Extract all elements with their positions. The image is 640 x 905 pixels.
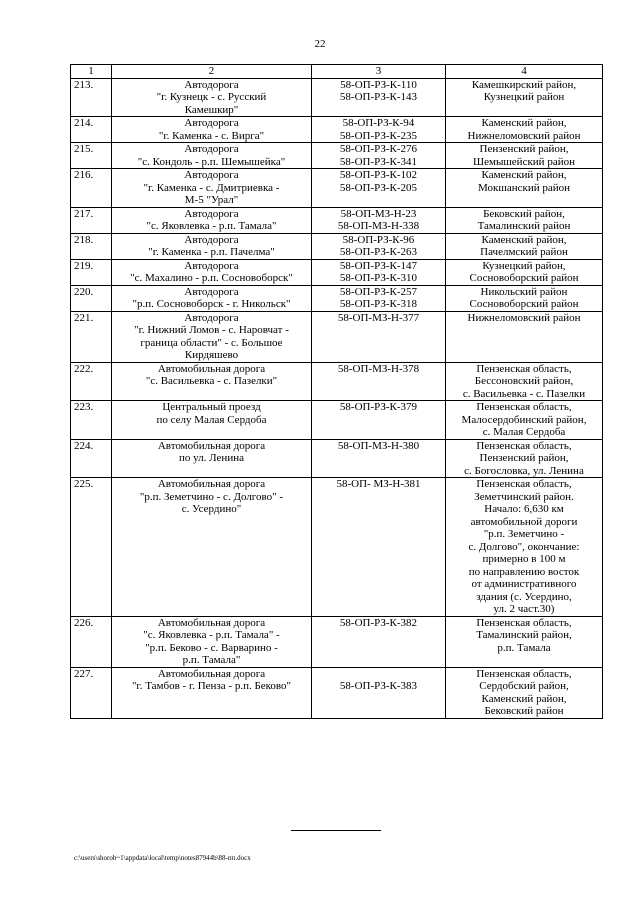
road-code-line: 58-ОП-РЗ-К-235 — [339, 129, 418, 142]
road-code-line: 58-ОП-МЗ-Н-377 — [337, 311, 420, 324]
road-name-cell — [112, 478, 312, 617]
road-name-line: Автодорога — [184, 78, 239, 91]
road-name-line: Автодорога — [184, 117, 239, 129]
row-number: 214. — [71, 117, 112, 143]
road-code-line: 58-ОП-МЗ-Н-380 — [337, 439, 420, 452]
table-row — [71, 401, 603, 440]
page-number: 22 — [314, 38, 326, 50]
road-name-cell — [112, 362, 312, 401]
road-name-cell — [112, 207, 312, 233]
district-cell — [446, 78, 603, 117]
district-cell — [446, 259, 603, 285]
district-line: Мокшанский район — [478, 181, 570, 194]
table-row — [71, 117, 603, 143]
signature-separator-line — [291, 830, 381, 831]
district-cell — [446, 478, 603, 617]
road-name-line: "р.п. Земетчино - с. Долгово" - — [139, 490, 284, 503]
row-number: 220. — [71, 285, 112, 311]
district-line: Тамалинский район, — [476, 629, 572, 641]
district-line: Каменский район, — [481, 117, 567, 129]
header-cell: 3 — [312, 65, 446, 79]
table-row — [71, 233, 603, 259]
district-line: Пензенский район, — [479, 143, 569, 155]
row-number: 219. — [71, 259, 112, 285]
row-number: 213. — [71, 78, 112, 117]
row-number: 222. — [71, 362, 112, 401]
road-name-line: р.п. Тамала" — [182, 654, 241, 666]
road-code-line: 58-ОП-РЗ-К-379 — [339, 401, 418, 413]
row-number: 223. — [71, 401, 112, 440]
road-name-line: Автодорога — [184, 285, 239, 298]
road-code-cell — [312, 285, 446, 311]
road-name-line: Автодорога — [184, 169, 239, 181]
district-line: Малосердобинский район, — [461, 413, 587, 426]
table-row — [71, 285, 603, 311]
district-line: Никольский район — [480, 285, 568, 298]
table-row — [71, 439, 603, 478]
road-code-line: 58-ОП-РЗ-К-310 — [339, 272, 418, 284]
road-name-line: Автомобильная дорога — [157, 478, 266, 490]
road-code-line: 58-ОП-МЗ-Н-378 — [337, 362, 420, 375]
table-row — [71, 616, 603, 667]
road-name-line: Камешкир" — [184, 103, 239, 116]
district-line: Сосновоборский район — [469, 298, 579, 310]
table-header-row — [71, 65, 603, 79]
district-line: с. Богословка, ул. Ленина — [464, 464, 584, 477]
road-name-cell — [112, 667, 312, 718]
road-code-cell — [312, 169, 446, 208]
table-row — [71, 143, 603, 169]
road-code-cell — [312, 233, 446, 259]
district-line: примерно в 100 м — [482, 553, 566, 565]
road-code-cell — [312, 259, 446, 285]
roads-table — [70, 64, 603, 719]
row-number: 215. — [71, 143, 112, 169]
row-number: 218. — [71, 233, 112, 259]
road-name-cell — [112, 439, 312, 478]
district-line: автомобильной дороги — [470, 515, 578, 528]
road-name-line: граница области" - с. Большое — [140, 336, 283, 349]
road-name-line: "р.п. Сосновоборск - г. Никольск" — [132, 298, 291, 310]
header-cell: 4 — [446, 65, 603, 79]
district-line: Тамалинский район — [477, 220, 571, 232]
row-number: 217. — [71, 207, 112, 233]
road-code-line: 58-ОП-РЗ-К-102 — [339, 169, 418, 181]
district-cell — [446, 143, 603, 169]
road-name-line: Автодорога — [184, 233, 239, 246]
district-line: Пензенская область, — [476, 439, 572, 452]
district-cell — [446, 616, 603, 667]
table-row — [71, 362, 603, 401]
road-name-cell — [112, 311, 312, 362]
road-name-line: Центральный проезд — [162, 401, 261, 413]
district-line: с. Малая Сердоба — [482, 426, 566, 438]
road-name-line: по ул. Ленина — [179, 452, 244, 464]
table-row — [71, 78, 603, 117]
road-code-cell — [312, 78, 446, 117]
road-name-line: "с. Яковлевка - р.п. Тамала" — [146, 220, 277, 232]
district-line: Бековский район — [484, 705, 564, 717]
district-line: Бессоновский район, — [474, 375, 574, 387]
road-code-line: 58-ОП-РЗ-К-276 — [339, 143, 418, 155]
road-name-line: Автодорога — [184, 143, 239, 155]
district-line: Пензенская область, — [476, 362, 572, 375]
road-code-line: 58-ОП-РЗ-К-318 — [339, 298, 418, 310]
district-cell — [446, 311, 603, 362]
district-line: р.п. Тамала — [497, 641, 551, 654]
district-line: Кузнецкий район — [483, 91, 565, 103]
header-cell: 1 — [71, 65, 112, 79]
row-number: 224. — [71, 439, 112, 478]
row-number: 227. — [71, 667, 112, 718]
road-name-line: Кирдяшево — [184, 349, 239, 361]
road-name-line: "г. Каменка - р.п. Пачелма" — [148, 246, 275, 258]
road-code-cell — [312, 667, 446, 718]
road-name-cell — [112, 78, 312, 117]
district-line: Каменский район, — [481, 692, 567, 705]
road-name-line: "г. Каменка - с. Вирга" — [158, 129, 265, 142]
road-code-line: 58-ОП-РЗ-К-341 — [339, 155, 418, 168]
road-code-line — [315, 668, 442, 681]
road-code-line: 58-ОП-РЗ-К-263 — [339, 246, 418, 258]
district-cell — [446, 207, 603, 233]
header-cell: 2 — [112, 65, 312, 79]
district-cell — [446, 362, 603, 401]
road-code-line: 58-ОП-РЗ-К-94 — [342, 117, 415, 129]
district-cell — [446, 169, 603, 208]
district-line: с. Долгово", окончание: — [468, 540, 580, 553]
table-row — [71, 667, 603, 718]
district-cell — [446, 667, 603, 718]
table-row — [71, 311, 603, 362]
road-code-line: 58-ОП-РЗ-К-383 — [339, 680, 418, 692]
road-code-cell — [312, 616, 446, 667]
road-code-line: 58-ОП-РЗ-К-110 — [340, 78, 417, 91]
district-cell — [446, 439, 603, 478]
road-name-line: "с. Махалино - р.п. Сосновоборск" — [130, 272, 293, 284]
road-name-cell — [112, 616, 312, 667]
road-code-line: 58-ОП-РЗ-К-382 — [339, 616, 418, 629]
district-line: Пензенская область, — [476, 667, 572, 680]
road-name-line: "г. Нижний Ломов - с. Наровчат - — [134, 324, 289, 336]
road-code-cell — [312, 311, 446, 362]
road-name-line: с. Усердино" — [181, 503, 242, 515]
road-name-line: Автомобильная дорога — [157, 362, 266, 375]
district-cell — [446, 117, 603, 143]
road-code-cell — [312, 143, 446, 169]
district-line: по направлению восток — [468, 565, 580, 578]
district-line: Каменский район, — [481, 233, 567, 246]
district-line: Нижнеломовский район — [467, 129, 581, 142]
footer-file-path: c:\users\shorob~1\appdata\local\temp\notes87944b\88-пп.docx — [74, 854, 251, 862]
road-code-cell — [312, 117, 446, 143]
district-line: Камешкирский район, — [471, 78, 577, 91]
road-code-cell — [312, 362, 446, 401]
road-code-cell — [312, 439, 446, 478]
district-line: Пензенский район, — [479, 452, 569, 464]
road-code-cell — [312, 478, 446, 617]
district-line: Пачелмский район — [480, 246, 568, 258]
road-name-cell — [112, 169, 312, 208]
district-line: Шемышейский район — [473, 155, 575, 168]
road-code-line: 58-ОП- МЗ-Н-381 — [336, 478, 421, 490]
district-line: ул. 2 част.30) — [493, 603, 555, 615]
row-number: 225. — [71, 478, 112, 617]
road-name-line: М-5 "Урал" — [184, 194, 239, 206]
district-line: Бековский район, — [483, 207, 565, 220]
table-row — [71, 207, 603, 233]
district-line: Сосновоборский район — [469, 272, 579, 284]
road-name-cell — [112, 285, 312, 311]
road-code-line: 58-ОП-РЗ-К-96 — [342, 233, 415, 246]
road-name-line: Автомобильная дорога — [157, 439, 266, 452]
district-line: Земетчинский район. — [474, 490, 574, 503]
district-line: с. Васильевка - с. Пазелки — [462, 387, 586, 400]
road-name-line: "р.п. Беково - с. Варварино - — [145, 641, 278, 654]
district-line: "р.п. Земетчино - — [483, 528, 565, 540]
district-cell — [446, 233, 603, 259]
district-line: Пензенская область, — [476, 616, 572, 629]
road-code-cell — [312, 207, 446, 233]
road-name-cell — [112, 401, 312, 440]
road-code-cell — [312, 401, 446, 440]
row-number: 221. — [71, 311, 112, 362]
district-line: Пензенская область, — [476, 401, 572, 413]
road-name-line: по селу Малая Сердоба — [156, 413, 267, 426]
road-code-line: 58-ОП-РЗ-К-257 — [339, 285, 418, 298]
district-line: Каменский район, — [481, 169, 567, 181]
road-code-line: 58-ОП-РЗ-К-147 — [339, 259, 418, 272]
road-name-line: Автомобильная дорога — [157, 616, 266, 629]
road-name-line: Автодорога — [184, 259, 239, 272]
district-line: Начало: 6,630 км — [484, 503, 564, 515]
road-code-line: 58-ОП-РЗ-К-205 — [339, 181, 418, 194]
road-code-line: 58-ОП-РЗ-К-143 — [339, 91, 418, 103]
district-line: Сердобский район, — [479, 680, 569, 692]
district-line: от административного — [471, 578, 577, 590]
district-line: здания (с. Усердино, — [476, 590, 572, 603]
road-name-line: Автодорога — [184, 311, 239, 324]
district-line: Кузнецкий район, — [482, 259, 566, 272]
table-row — [71, 169, 603, 208]
road-code-line: 58-ОП-МЗ-Н-23 — [340, 207, 417, 220]
road-name-line: "г. Каменка - с. Дмитриевка - — [143, 181, 280, 194]
road-name-line: Автомобильная дорога — [157, 667, 266, 680]
row-number: 216. — [71, 169, 112, 208]
district-cell — [446, 401, 603, 440]
row-number: 226. — [71, 616, 112, 667]
district-line: Нижнеломовский район — [467, 311, 581, 324]
road-name-line: "с. Васильевка - с. Пазелки" — [145, 375, 278, 387]
road-name-cell — [112, 143, 312, 169]
table-row — [71, 259, 603, 285]
road-name-line: "г. Кузнецк - с. Русский — [156, 91, 267, 103]
road-name-cell — [112, 233, 312, 259]
district-line: Пензенская область, — [476, 478, 572, 490]
road-name-cell — [112, 259, 312, 285]
road-name-line: "г. Тамбов - г. Пенза - р.п. Беково" — [131, 680, 292, 692]
road-code-line: 58-ОП-МЗ-Н-338 — [337, 220, 420, 232]
road-name-line: "с. Кондоль - р.п. Шемышейка" — [137, 155, 286, 168]
district-cell — [446, 285, 603, 311]
road-name-line: Автодорога — [184, 207, 239, 220]
road-name-cell — [112, 117, 312, 143]
table-row — [71, 478, 603, 617]
road-name-line: "с. Яковлевка - р.п. Тамала" - — [143, 629, 280, 641]
